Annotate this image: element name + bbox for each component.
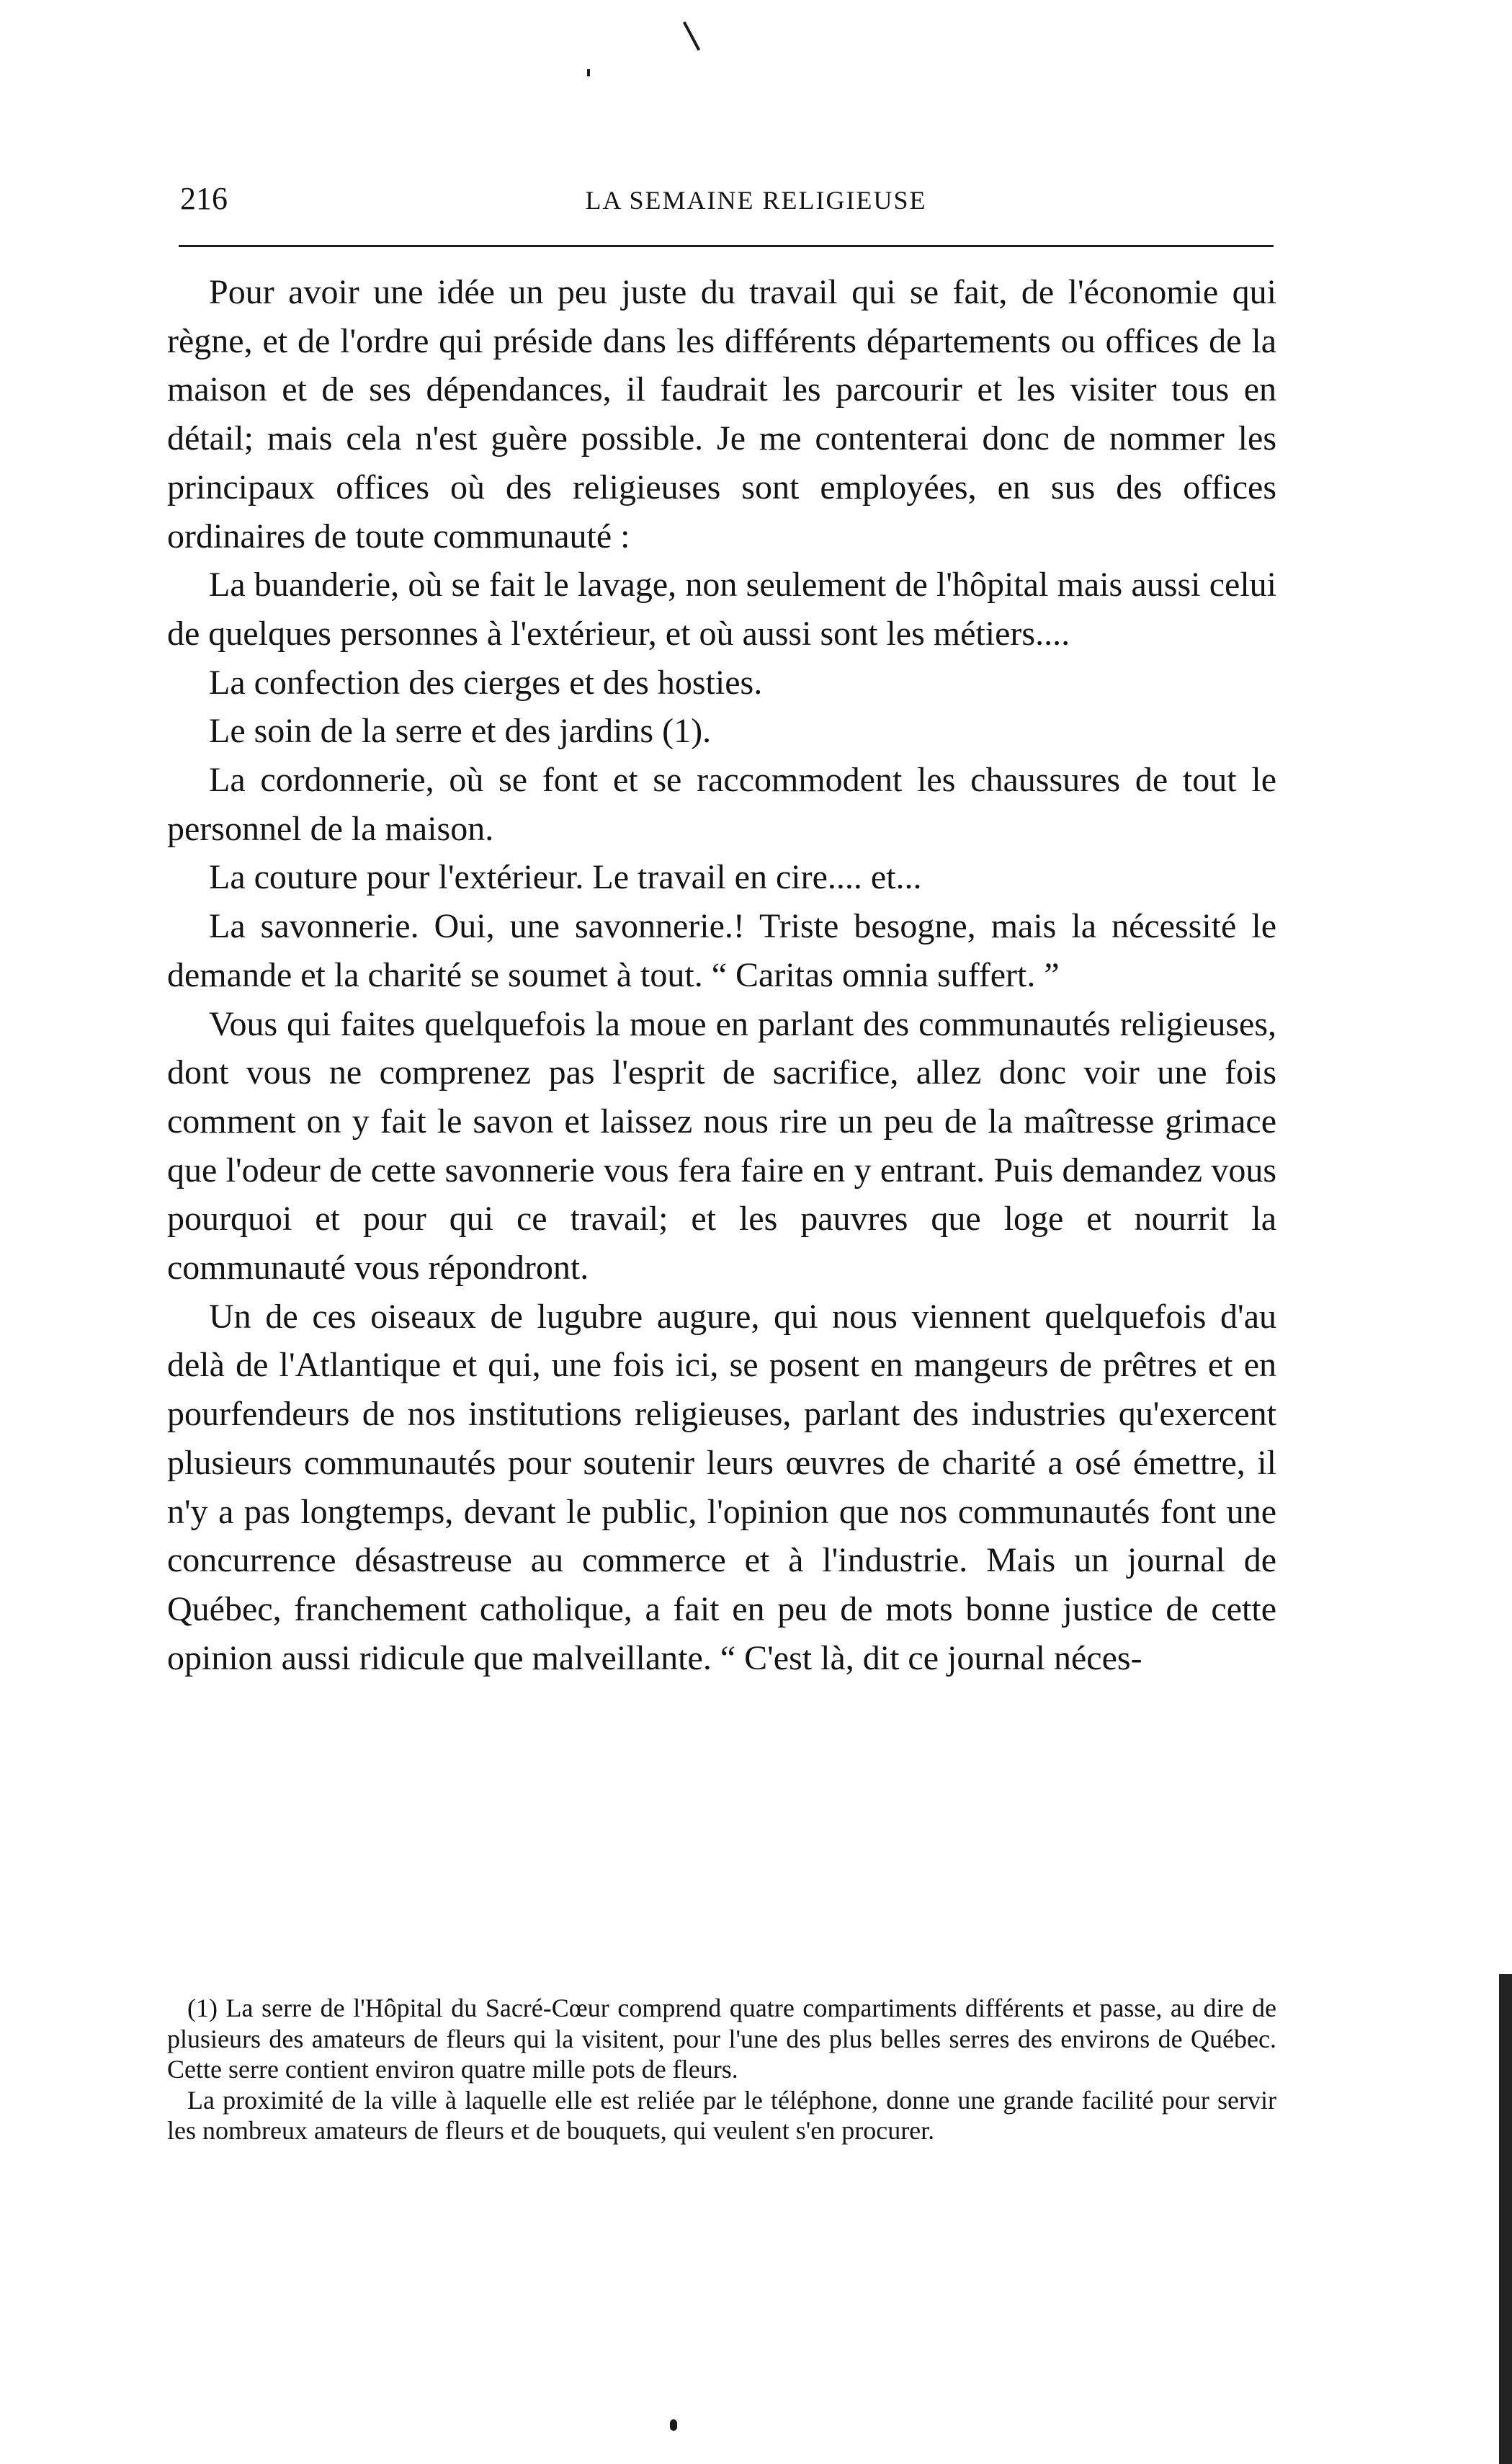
item-cordonnerie: La cordonnerie, où se font et se raccommodent les chaussures de tout le personnel de la maison. [167, 761, 1276, 848]
footnote-1-continued: La proximité de la ville à laquelle elle est reliée par le téléphone, donne une grande facilité pour servir les nombreux amateurs de fleurs et de bouquets, qui veulent s'en procurer. [167, 2085, 1276, 2145]
item-cierges: La confection des cierges et des hosties. [209, 663, 763, 702]
speck-top-small [587, 69, 590, 76]
scan-edge-shadow [1499, 1974, 1512, 2464]
paragraph-intro: Pour avoir une idée un peu juste du travail qui se fait, de l'économie qui règne, et de l'ordre qui préside dans les différents départements ou offices de la maison et de ses dépendances, il faudrait les parcourir et les visiter tous en détail; mais cela n'est guère possible. Je me contenterai donc de nommer les principaux offices où des religieuses sont employées, en sus des offices ordinaires de toute communauté : [167, 273, 1276, 555]
footnotes [167, 1993, 1276, 2146]
header-rule [179, 245, 1274, 247]
page-number: 216 [180, 181, 228, 216]
item-savonnerie: La savonnerie. Oui, une savonnerie.! Triste besogne, mais la nécessité le demande et la charité se soumet à tout. “ Caritas omnia suffert. ” [167, 907, 1276, 994]
paragraph-oiseaux: Un de ces oiseaux de lugubre augure, qui nous viennent quelquefois d'au delà de l'Atlantique et qui, une fois ici, se posent en mangeurs de prêtres et en pourfendeurs de nos institutions religieuses, parlant des industries qu'exercent plusieurs communautés pour soutenir leurs œuvres de charité a osé émettre, il n'y a pas longtemps, devant le public, l'opinion que nos communautés font une concurrence désastreuse au commerce et à l'industrie. Mais un journal de Québec, franchement catholique, a fait en peu de mots bonne justice de cette opinion aussi ridicule que malveillante. “ C'est là, dit ce journal néces- [167, 1297, 1276, 1677]
main-text [167, 268, 1276, 1682]
footnote-1: (1) La serre de l'Hôpital du Sacré-Cœur comprend quatre compartiments différents et passe, au dire de plusieurs des amateurs de fleurs qui la visitent, pour l'une des plus belles serres des environs de Québec. Cette serre contient environ quatre mille pots de fleurs. [167, 1994, 1276, 2084]
item-serre: Le soin de la serre et des jardins (1). [209, 712, 712, 751]
item-buanderie: La buanderie, où se fait le lavage, non seulement de l'hôpital mais aussi celui de quelques personnes à l'extérieur, et où aussi sont les métiers.... [167, 566, 1276, 653]
item-couture: La couture pour l'extérieur. Le travail en cire.... et... [209, 858, 922, 897]
speck-bottom [670, 2419, 677, 2431]
running-title: LA SEMAINE RELIGIEUSE [585, 186, 927, 215]
speck-top [683, 22, 700, 51]
paragraph-communautes: Vous qui faites quelquefois la moue en parlant des communautés religieuses, dont vous ne comprenez pas l'esprit de sacrifice, allez donc voir une fois comment on y fait le savon et laissez nous rire un peu de la maîtresse grimace que l'odeur de cette savonnerie vous fera faire en y entrant. Puis demandez vous pourquoi et pour qui ce travail; et les pauvres que loge et nourrit la communauté vous répondront. [167, 1004, 1276, 1287]
